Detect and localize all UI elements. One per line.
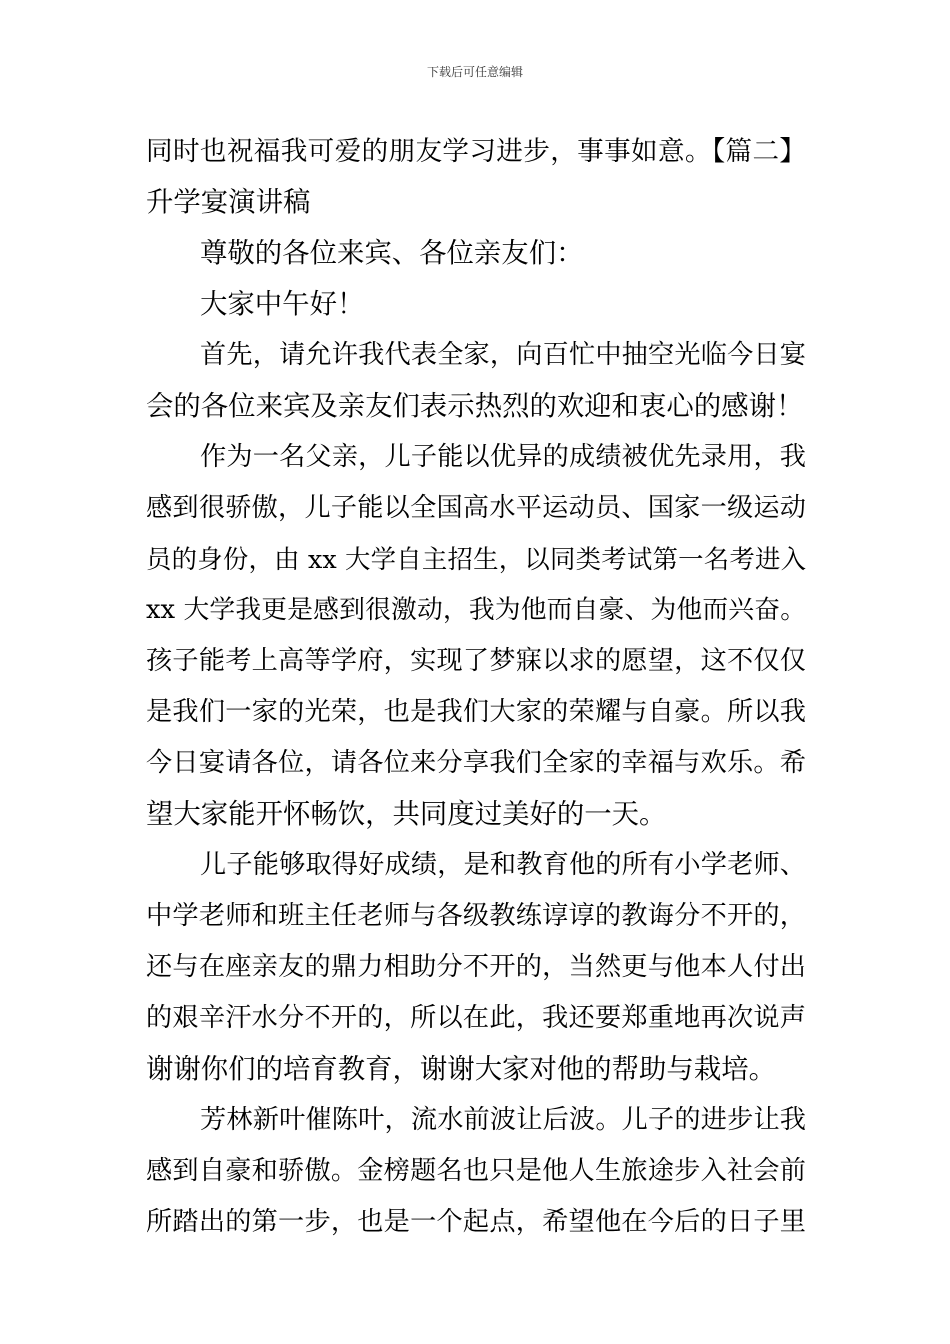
text-line: 还与在座亲友的鼎力相助分不开的，当然更与他本人付出 — [146, 952, 806, 982]
text-line: 大家中午好！ — [200, 289, 365, 320]
text-line: 孩子能考上高等学府，实现了梦寐以求的愿望，这不仅仅 — [146, 646, 806, 676]
text-line: xx 大学我更是感到很激动，我为他而自豪、为他而兴奋。 — [146, 595, 806, 625]
text-line: 尊敬的各位来宾、各位亲友们： — [200, 238, 584, 269]
text-line: 首先，请允许我代表全家，向百忙中抽空光临今日宴 — [200, 340, 806, 370]
text-line: 芳林新叶催陈叶，流水前波让后波。儿子的进步让我 — [200, 1105, 806, 1135]
document-body — [146, 126, 806, 1248]
text-line: 员的身份，由 xx 大学自主招生，以同类考试第一名考进入 — [146, 544, 806, 574]
page-header: 下载后可任意编辑 — [426, 65, 523, 79]
text-line: 同时也祝福我可爱的朋友学习进步，事事如意。【篇二】 — [146, 136, 806, 167]
text-line: 所踏出的第一步，也是一个起点，希望他在今后的日子里 — [146, 1207, 806, 1237]
text-line: 儿子能够取得好成绩，是和教育他的所有小学老师、 — [200, 850, 806, 880]
text-line: 感到自豪和骄傲。金榜题名也只是他人生旅途步入社会前 — [146, 1156, 806, 1186]
text-line: 谢谢你们的培育教育，谢谢大家对他的帮助与栽培。 — [146, 1054, 776, 1085]
text-line: 会的各位来宾及亲友们表示热烈的欢迎和衷心的感谢！ — [146, 391, 804, 422]
text-line: 感到很骄傲，儿子能以全国高水平运动员、国家一级运动 — [146, 493, 806, 523]
text-line: 是我们一家的光荣，也是我们大家的荣耀与自豪。所以我 — [146, 697, 806, 727]
text-line: 望大家能开怀畅饮，共同度过美好的一天。 — [146, 799, 667, 830]
text-line: 今日宴请各位，请各位来分享我们全家的幸福与欢乐。希 — [146, 748, 806, 778]
text-line: 中学老师和班主任老师与各级教练谆谆的教诲分不开的， — [146, 901, 806, 931]
text-line: 升学宴演讲稿 — [146, 187, 311, 218]
text-line: 作为一名父亲，儿子能以优异的成绩被优先录用，我 — [200, 442, 806, 472]
text-line: 的艰辛汗水分不开的，所以在此，我还要郑重地再次说声 — [146, 1003, 806, 1033]
